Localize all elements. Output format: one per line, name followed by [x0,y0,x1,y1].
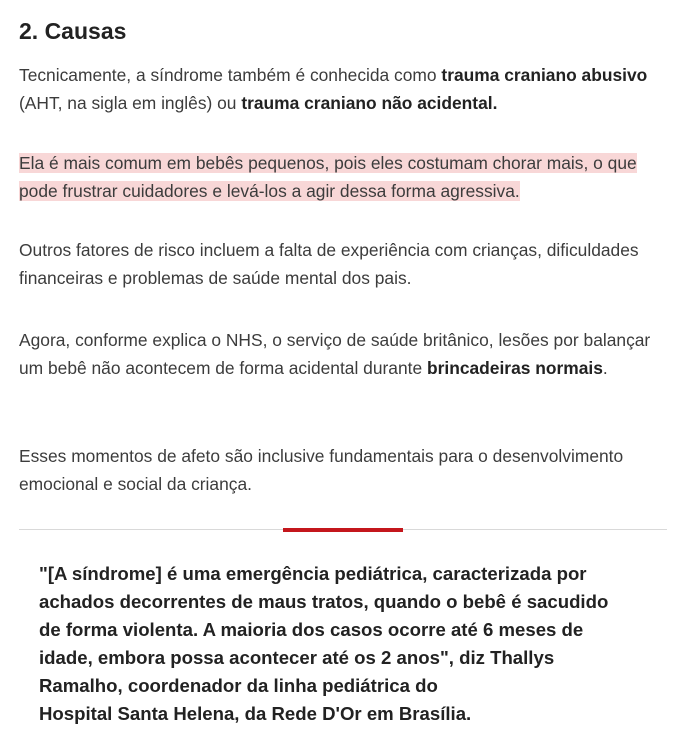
paragraph-terminology [19,61,667,117]
quote-line: "[A síndrome] é uma emergência pediátrica, caracterizada por [39,563,587,584]
paragraph-highlighted [19,149,667,205]
paragraph-affection: Esses momentos de afeto são inclusive fundamentais para o desenvolvimento emocional e social da criança. [19,446,624,494]
bold-term: trauma craniano abusivo [441,65,648,85]
paragraph-risk-factors: Outros fatores de risco incluem a falta de experiência com crianças, dificuldades financeiras e problemas de saúde mental dos pais. [19,240,639,288]
highlighted-text: Ela é mais comum em bebês pequenos, pois eles costumam chorar mais, o que pode frustrar cuidadores e levá-los a agir dessa forma agressiva. [19,153,637,201]
quote-line: Hospital Santa Helena, da Rede D'Or em Brasília. [39,703,472,724]
paragraph-text: Agora, conforme explica o NHS, o serviço de saúde britânico, lesões por balançar um bebê não acontecem de forma acidental durante [19,330,651,378]
pull-quote [39,560,659,728]
paragraph-text: (AHT, na sigla em inglês) ou [19,93,242,113]
quote-line: achados decorrentes de maus tratos, quando o bebê é sacudido [39,591,609,612]
quote-line: Ramalho, coordenador da linha pediátrica do [39,675,438,696]
bold-term: trauma craniano não acidental. [241,93,498,113]
quote-divider-accent [283,528,403,532]
bold-term: brincadeiras normais [426,358,603,378]
paragraph-text: Tecnicamente, a síndrome também é conhecida como [19,65,442,85]
paragraph-text: . [602,358,608,378]
quote-line: de forma violenta. A maioria dos casos ocorre até 6 meses de [39,619,584,640]
quote-line: idade, embora possa acontecer até os 2 anos", diz Thallys [39,647,555,668]
paragraph-nhs [19,326,667,382]
section-heading: 2. Causas [19,18,127,44]
